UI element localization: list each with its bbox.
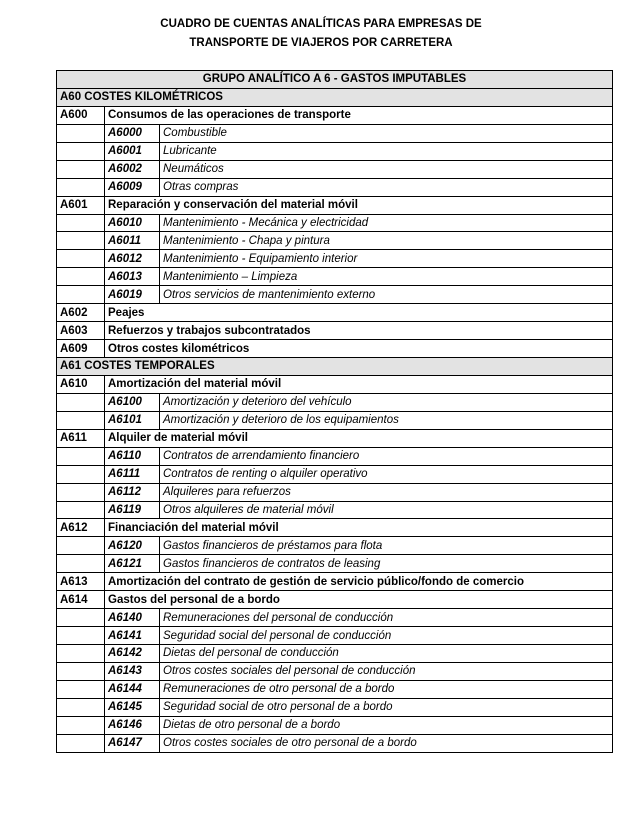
empty-cell [57,124,105,142]
subaccount-row [57,483,613,501]
subaccount-description: Dietas del personal de conducción [160,645,613,663]
account-code: A609 [57,340,105,358]
subaccount-row [57,716,613,734]
account-row [57,304,613,322]
subaccount-row [57,537,613,555]
subaccount-row [57,734,613,752]
account-row [57,375,613,393]
account-description: Amortización del material móvil [105,375,613,393]
title-line-1: CUADRO DE CUENTAS ANALÍTICAS PARA EMPRESAS DE [160,18,482,30]
empty-cell [57,645,105,663]
subaccount-code: A6101 [105,411,160,429]
section-title: A60 COSTES KILOMÉTRICOS [57,88,613,106]
subaccount-description: Dietas de otro personal de a bordo [160,716,613,734]
account-code: A612 [57,519,105,537]
subaccount-row [57,501,613,519]
subaccount-row [57,250,613,268]
subaccount-code: A6147 [105,734,160,752]
empty-cell [57,214,105,232]
subaccount-row [57,555,613,573]
subaccount-row [57,268,613,286]
subaccount-row [57,286,613,304]
empty-cell [57,142,105,160]
subaccount-description: Amortización y deterioro de los equipamientos [160,411,613,429]
subaccount-row [57,232,613,250]
empty-cell [57,250,105,268]
empty-cell [57,662,105,680]
empty-cell [57,178,105,196]
subaccount-row [57,393,613,411]
subaccount-code: A6002 [105,160,160,178]
subaccount-row [57,214,613,232]
account-code: A601 [57,196,105,214]
accounts-table [56,70,613,753]
subaccount-description: Seguridad social de otro personal de a bordo [160,698,613,716]
subaccount-code: A6010 [105,214,160,232]
account-description: Consumos de las operaciones de transporte [105,106,613,124]
subaccount-code: A6112 [105,483,160,501]
account-code: A602 [57,304,105,322]
empty-cell [57,160,105,178]
subaccount-code: A6121 [105,555,160,573]
section-row [57,88,613,106]
subaccount-description: Remuneraciones de otro personal de a bordo [160,680,613,698]
subaccount-row [57,142,613,160]
account-description: Reparación y conservación del material móvil [105,196,613,214]
account-code: A614 [57,591,105,609]
subaccount-description: Lubricante [160,142,613,160]
subaccount-description: Combustible [160,124,613,142]
subaccount-description: Mantenimiento – Limpieza [160,268,613,286]
subaccount-code: A6100 [105,393,160,411]
subaccount-description: Contratos de arrendamiento financiero [160,447,613,465]
account-row [57,106,613,124]
subaccount-description: Mantenimiento - Equipamiento interior [160,250,613,268]
account-description: Alquiler de material móvil [105,429,613,447]
account-description: Financiación del material móvil [105,519,613,537]
empty-cell [57,268,105,286]
subaccount-description: Contratos de renting o alquiler operativo [160,465,613,483]
subaccount-row [57,645,613,663]
subaccount-code: A6143 [105,662,160,680]
subaccount-row [57,609,613,627]
account-description: Gastos del personal de a bordo [105,591,613,609]
document-title [0,15,642,53]
group-header-row [57,71,613,89]
subaccount-description: Gastos financieros de préstamos para flota [160,537,613,555]
empty-cell [57,232,105,250]
empty-cell [57,286,105,304]
subaccount-code: A6110 [105,447,160,465]
account-row [57,591,613,609]
title-line-2: TRANSPORTE DE VIAJEROS POR CARRETERA [189,37,453,49]
account-code: A610 [57,375,105,393]
account-row [57,196,613,214]
subaccount-code: A6019 [105,286,160,304]
subaccount-description: Mantenimiento - Mecánica y electricidad [160,214,613,232]
group-header: GRUPO ANALÍTICO A 6 - GASTOS IMPUTABLES [57,71,613,89]
subaccount-description: Otros alquileres de material móvil [160,501,613,519]
account-row [57,429,613,447]
account-code: A603 [57,322,105,340]
subaccount-description: Otros costes sociales de otro personal de a bordo [160,734,613,752]
subaccount-row [57,662,613,680]
subaccount-code: A6000 [105,124,160,142]
subaccount-code: A6120 [105,537,160,555]
subaccount-description: Otras compras [160,178,613,196]
subaccount-description: Alquileres para refuerzos [160,483,613,501]
empty-cell [57,447,105,465]
empty-cell [57,734,105,752]
account-description: Peajes [105,304,613,322]
subaccount-row [57,680,613,698]
account-row [57,322,613,340]
subaccount-row [57,124,613,142]
empty-cell [57,680,105,698]
subaccount-description: Seguridad social del personal de conducción [160,627,613,645]
subaccount-row [57,178,613,196]
empty-cell [57,465,105,483]
empty-cell [57,501,105,519]
empty-cell [57,627,105,645]
subaccount-code: A6012 [105,250,160,268]
empty-cell [57,555,105,573]
subaccount-code: A6140 [105,609,160,627]
account-description: Refuerzos y trabajos subcontratados [105,322,613,340]
section-row [57,358,613,376]
subaccount-row [57,447,613,465]
empty-cell [57,698,105,716]
account-code: A613 [57,573,105,591]
subaccount-description: Otros servicios de mantenimiento externo [160,286,613,304]
empty-cell [57,716,105,734]
subaccount-code: A6001 [105,142,160,160]
subaccount-code: A6145 [105,698,160,716]
subaccount-code: A6119 [105,501,160,519]
subaccount-row [57,698,613,716]
account-description: Amortización del contrato de gestión de servicio público/fondo de comercio [105,573,613,591]
account-description: Otros costes kilométricos [105,340,613,358]
empty-cell [57,609,105,627]
subaccount-code: A6111 [105,465,160,483]
subaccount-description: Otros costes sociales del personal de conducción [160,662,613,680]
subaccount-row [57,160,613,178]
subaccount-description: Neumáticos [160,160,613,178]
subaccount-code: A6011 [105,232,160,250]
account-row [57,340,613,358]
account-code: A611 [57,429,105,447]
subaccount-description: Gastos financieros de contratos de leasing [160,555,613,573]
empty-cell [57,483,105,501]
subaccount-description: Amortización y deterioro del vehículo [160,393,613,411]
subaccount-row [57,411,613,429]
account-row [57,519,613,537]
account-code: A600 [57,106,105,124]
empty-cell [57,393,105,411]
account-row [57,573,613,591]
subaccount-code: A6144 [105,680,160,698]
empty-cell [57,537,105,555]
subaccount-code: A6013 [105,268,160,286]
subaccount-row [57,465,613,483]
subaccount-description: Remuneraciones del personal de conducción [160,609,613,627]
section-title: A61 COSTES TEMPORALES [57,358,613,376]
subaccount-row [57,627,613,645]
subaccount-code: A6009 [105,178,160,196]
subaccount-code: A6146 [105,716,160,734]
subaccount-code: A6141 [105,627,160,645]
subaccount-description: Mantenimiento - Chapa y pintura [160,232,613,250]
empty-cell [57,411,105,429]
subaccount-code: A6142 [105,645,160,663]
